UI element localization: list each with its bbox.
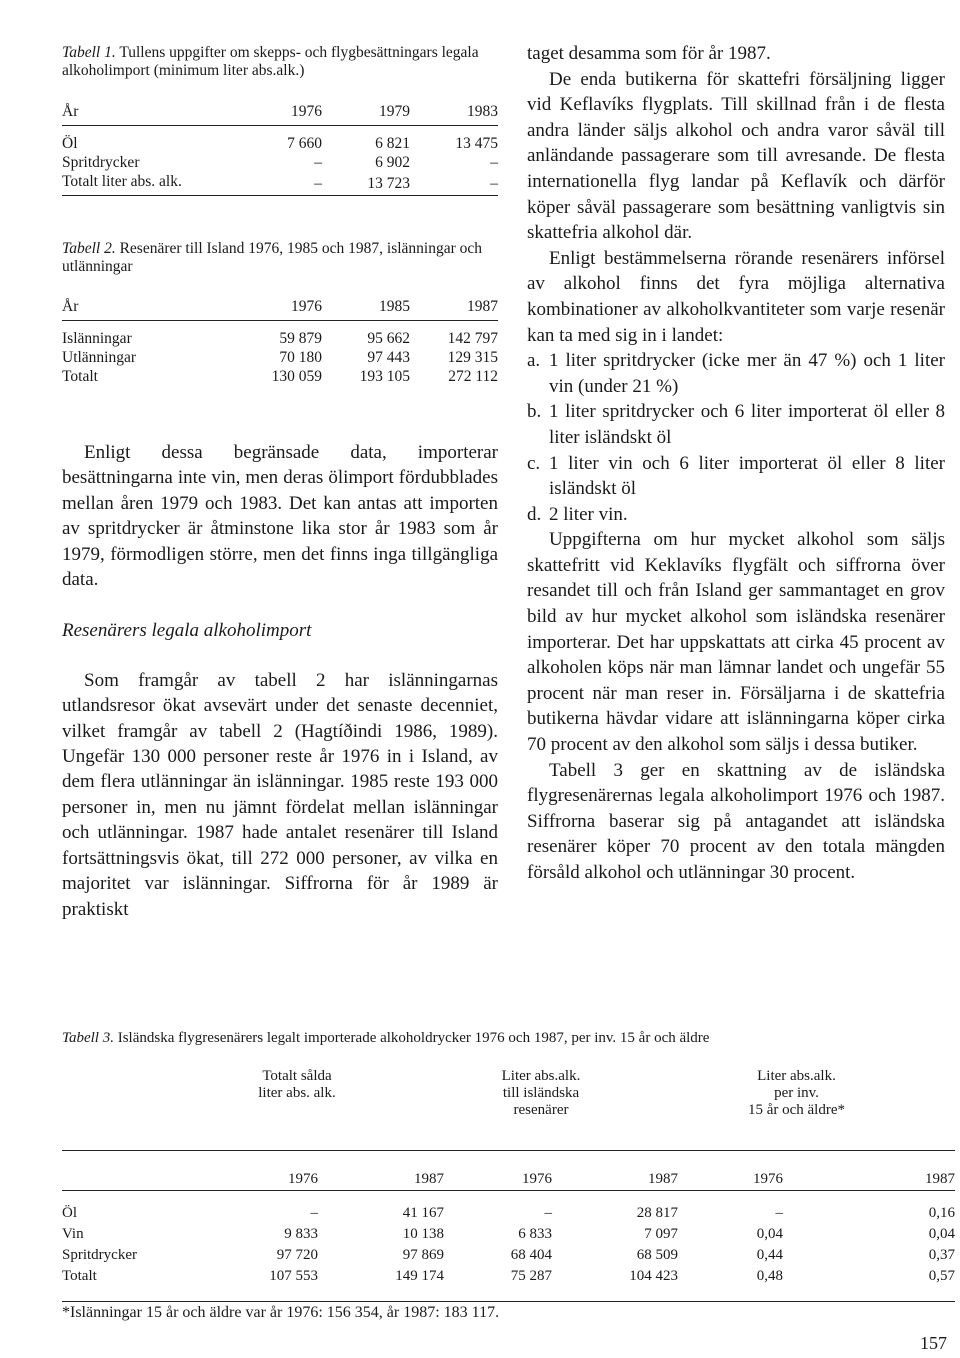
table3-group-head — [210, 1068, 444, 1151]
table-cell: 0,16 — [928, 1205, 955, 1221]
year-cell: 1987 — [648, 1171, 678, 1187]
table-cell: – — [314, 174, 322, 192]
table-cell: 104 423 — [629, 1268, 678, 1284]
table3-caption — [62, 1030, 942, 1047]
list-text: 1 liter spritdrycker och 6 liter importerat öl eller 8 liter isländskt öl — [549, 401, 945, 448]
footnote: *Islänningar 15 år och äldre var år 1976: 156 354, år 1987: 183 117. — [62, 1304, 500, 1321]
table2-header-cell: År — [62, 298, 79, 315]
page-number: 157 — [920, 1333, 947, 1353]
paragraph: taget desamma som för år 1987. — [527, 43, 771, 64]
table2-header-row — [62, 298, 498, 321]
table1-caption-label: Tabell 1. — [62, 44, 116, 61]
section-heading: Resenärers legala alkoholimport — [62, 620, 312, 642]
list-label: d. — [527, 503, 542, 525]
table-cell: Totalt — [62, 367, 98, 385]
list-label: a. — [527, 350, 541, 372]
paragraph: Enligt dessa begränsade data, importerar besättningarna inte vin, men deras ölimport fördubblades mellan åren 1979 och 1983. Det kan antas att importen av spritdrycker är åtminstone lika stor år 1983 som år 1979, förmodligen större, men det finns inga tillgängliga data. — [62, 442, 498, 591]
list-text: 1 liter spritdrycker (icke mer än 47 %) och 1 liter vin (under 21 %) — [549, 350, 945, 397]
table-cell: 70 180 — [279, 348, 322, 366]
table-row — [62, 172, 498, 196]
list-label: b. — [527, 401, 542, 423]
table-row — [62, 1266, 955, 1302]
table-cell: – — [490, 153, 498, 171]
table-cell: Totalt liter abs. alk. — [62, 172, 182, 190]
table-cell: Spritdrycker — [62, 153, 140, 171]
year-cell: 1976 — [522, 1171, 552, 1187]
table2-caption-text: Resenärer till Island 1976, 1985 och 1987, islänningar och utlänningar — [62, 240, 483, 275]
table-cell: 0,04 — [756, 1226, 783, 1242]
table-cell: 13 475 — [455, 134, 498, 152]
table-cell: – — [544, 1205, 552, 1221]
table-cell: – — [490, 174, 498, 192]
table-cell: – — [310, 1205, 318, 1221]
table-cell: 68 404 — [510, 1247, 552, 1263]
table2-caption — [62, 240, 497, 276]
table1-caption-text: Tullens uppgifter om skepps- och flygbesättningars legala alkoholimport (minimum liter abs.alk.) — [62, 44, 479, 79]
table3-group-head — [444, 1068, 678, 1151]
table-cell: 6 902 — [375, 153, 410, 171]
year-cell: 1987 — [925, 1171, 955, 1187]
table-cell: 0,44 — [756, 1247, 783, 1263]
table3-caption-text: Isländska flygresenärers legalt importerade alkoholdrycker 1976 och 1987, per inv. 15 år och äldre — [117, 1030, 710, 1046]
table-cell: 272 112 — [448, 367, 498, 385]
table-cell: 59 879 — [279, 329, 322, 347]
table-cell: Öl — [62, 1205, 77, 1221]
table-cell: 9 833 — [284, 1226, 318, 1242]
table2-header-cell: 1985 — [379, 298, 410, 315]
paragraph: Som framgår av tabell 2 har islänningarnas utlandsresor ökat avsevärt under det senaste decenniet, vilket framgår av tabell 2 (Hagtíðindi 1986, 1989). Ungefär 130 000 personer reste år 1976 in i Island, av dem flera utlänningar än islänningar. 1985 reste 193 000 personer in, men nu jämnt fördelat mellan islänningar och utlänningar. 1987 hade antalet resenärer till Island fortsättningsvis ökat, till 272 000 personer, av vilka en majoritet var islänningar. Siffrorna för år 1989 är praktiskt — [62, 669, 498, 920]
table2 — [62, 298, 498, 386]
table-cell: 97 869 — [402, 1247, 444, 1263]
table3-group-head — [678, 1068, 955, 1151]
year-cell: 1987 — [414, 1171, 444, 1187]
table-cell: 142 797 — [447, 329, 498, 347]
list-label: c. — [527, 452, 541, 474]
table-cell: 130 059 — [271, 367, 322, 385]
table-cell: Islänningar — [62, 329, 132, 347]
table-cell: 6 833 — [518, 1226, 552, 1242]
table1-header-cell: År — [62, 103, 79, 120]
table-cell: Spritdrycker — [62, 1247, 137, 1263]
table-cell: 0,57 — [928, 1268, 955, 1284]
table-row — [62, 153, 498, 172]
left-column — [62, 440, 498, 922]
table1-header-row — [62, 103, 498, 126]
table-row — [62, 348, 498, 367]
table-cell: Vin — [62, 1226, 84, 1242]
paragraph: De enda butikerna för skattefri försäljning ligger vid Keflavíks flygplats. Till skillnad från i de flesta andra länder säljs alkohol och andra varor såväl till anländande passagerare som till avresande. De flesta internationella flyg landar på Keflavík och därför köper såväl passagerare som besättning vanligtvis sin skattefria alkohol där. — [527, 68, 945, 244]
year-cell: 1976 — [753, 1171, 783, 1187]
table-row — [62, 126, 498, 154]
table1-caption — [62, 44, 497, 80]
table2-header-cell: 1987 — [467, 298, 498, 315]
list-item — [527, 348, 945, 399]
table-row — [62, 367, 498, 386]
list-item — [527, 399, 945, 450]
table1-header-cell: 1983 — [467, 103, 498, 120]
table-cell: 97 720 — [276, 1247, 318, 1263]
table3-year-row — [62, 1151, 955, 1191]
table2-header-cell: 1976 — [291, 298, 322, 315]
table-cell: Öl — [62, 134, 78, 152]
group-head-line: Liter abs.alk. — [501, 1068, 581, 1084]
table3-caption-label: Tabell 3. — [62, 1030, 114, 1046]
table-cell: 95 662 — [367, 329, 410, 347]
year-cell: 1976 — [288, 1171, 318, 1187]
group-head-line: per inv. — [774, 1085, 819, 1101]
table-row — [62, 1245, 955, 1266]
table2-caption-label: Tabell 2. — [62, 240, 116, 257]
table-cell: 6 821 — [375, 134, 410, 152]
table-cell: – — [314, 153, 322, 171]
group-head-line: till isländska — [502, 1085, 580, 1101]
table-cell: 10 138 — [402, 1226, 444, 1242]
table-cell: 129 315 — [447, 348, 498, 366]
table-cell: 0,04 — [928, 1226, 955, 1242]
table-cell: Totalt — [62, 1268, 97, 1284]
table-cell: 7 097 — [644, 1226, 678, 1242]
table-cell: 0,37 — [928, 1247, 955, 1263]
table-cell: 75 287 — [510, 1268, 552, 1284]
table-cell: 41 167 — [402, 1205, 444, 1221]
paragraph: Uppgifterna om hur mycket alkohol som säljs skattefritt vid Keklavíks flygfält och siffrorna över resandet till och från Island ger sammantaget en grov bild av hur mycket alkohol som isländska resenärer importerar. Det har uppskattats att cirka 45 procent av alkoholen köps när man lämnar landet och ungefär 55 procent när man reser in. Försäljarna i de skattefria butikerna hävdar vidare att islänningarna köper cirka 70 procent av den alkohol som säljs i dessa butiker. — [527, 529, 945, 756]
list-text: 1 liter vin och 6 liter importerat öl eller 8 liter isländskt öl — [549, 452, 945, 500]
allowance-list — [527, 348, 945, 527]
table-cell: 68 509 — [636, 1247, 678, 1263]
list-item — [527, 451, 945, 502]
table-cell: Utlänningar — [62, 348, 137, 366]
table3-group-header-row — [62, 1068, 955, 1151]
table-row — [62, 1191, 955, 1225]
table1 — [62, 103, 498, 196]
table-cell: 13 723 — [367, 174, 410, 192]
table-row — [62, 321, 498, 349]
paragraph: Enligt bestämmelserna rörande resenärers införsel av alkohol finns det fyra möjliga alternativa kombinationer av alkoholkvantiteter som varje resenär kan ta med sig in i landet: — [527, 247, 945, 346]
table-cell: 97 443 — [367, 348, 410, 366]
group-head-line: Liter abs.alk. — [757, 1068, 836, 1084]
list-text: 2 liter vin. — [549, 503, 628, 525]
table-cell: 107 553 — [269, 1268, 318, 1284]
table1-header-cell: 1976 — [291, 103, 322, 120]
table-row — [62, 1224, 955, 1245]
table-cell: – — [775, 1205, 783, 1221]
table-cell: 28 817 — [636, 1205, 678, 1221]
group-head-line: Totalt sålda — [262, 1068, 332, 1084]
group-head-line: liter abs. alk. — [258, 1085, 336, 1101]
table-cell: 0,48 — [756, 1268, 783, 1284]
group-head-line: resenärer — [513, 1102, 569, 1118]
right-column — [527, 41, 945, 886]
list-item — [527, 502, 945, 528]
table1-header-cell: 1979 — [379, 103, 410, 120]
paragraph: Tabell 3 ger en skattning av de isländska flygresenärernas legala alkoholimport 1976 och 1987. Siffrorna baserar sig på antagandet att isländska resenärer köper 70 procent av den totala mängden försåld alkohol och utlänningar 30 procent. — [527, 759, 945, 883]
group-head-line: 15 år och äldre* — [747, 1102, 846, 1118]
table3 — [62, 1068, 955, 1302]
table-cell: 193 105 — [359, 367, 410, 385]
table-cell: 149 174 — [395, 1268, 444, 1284]
table-cell: 7 660 — [287, 134, 322, 152]
